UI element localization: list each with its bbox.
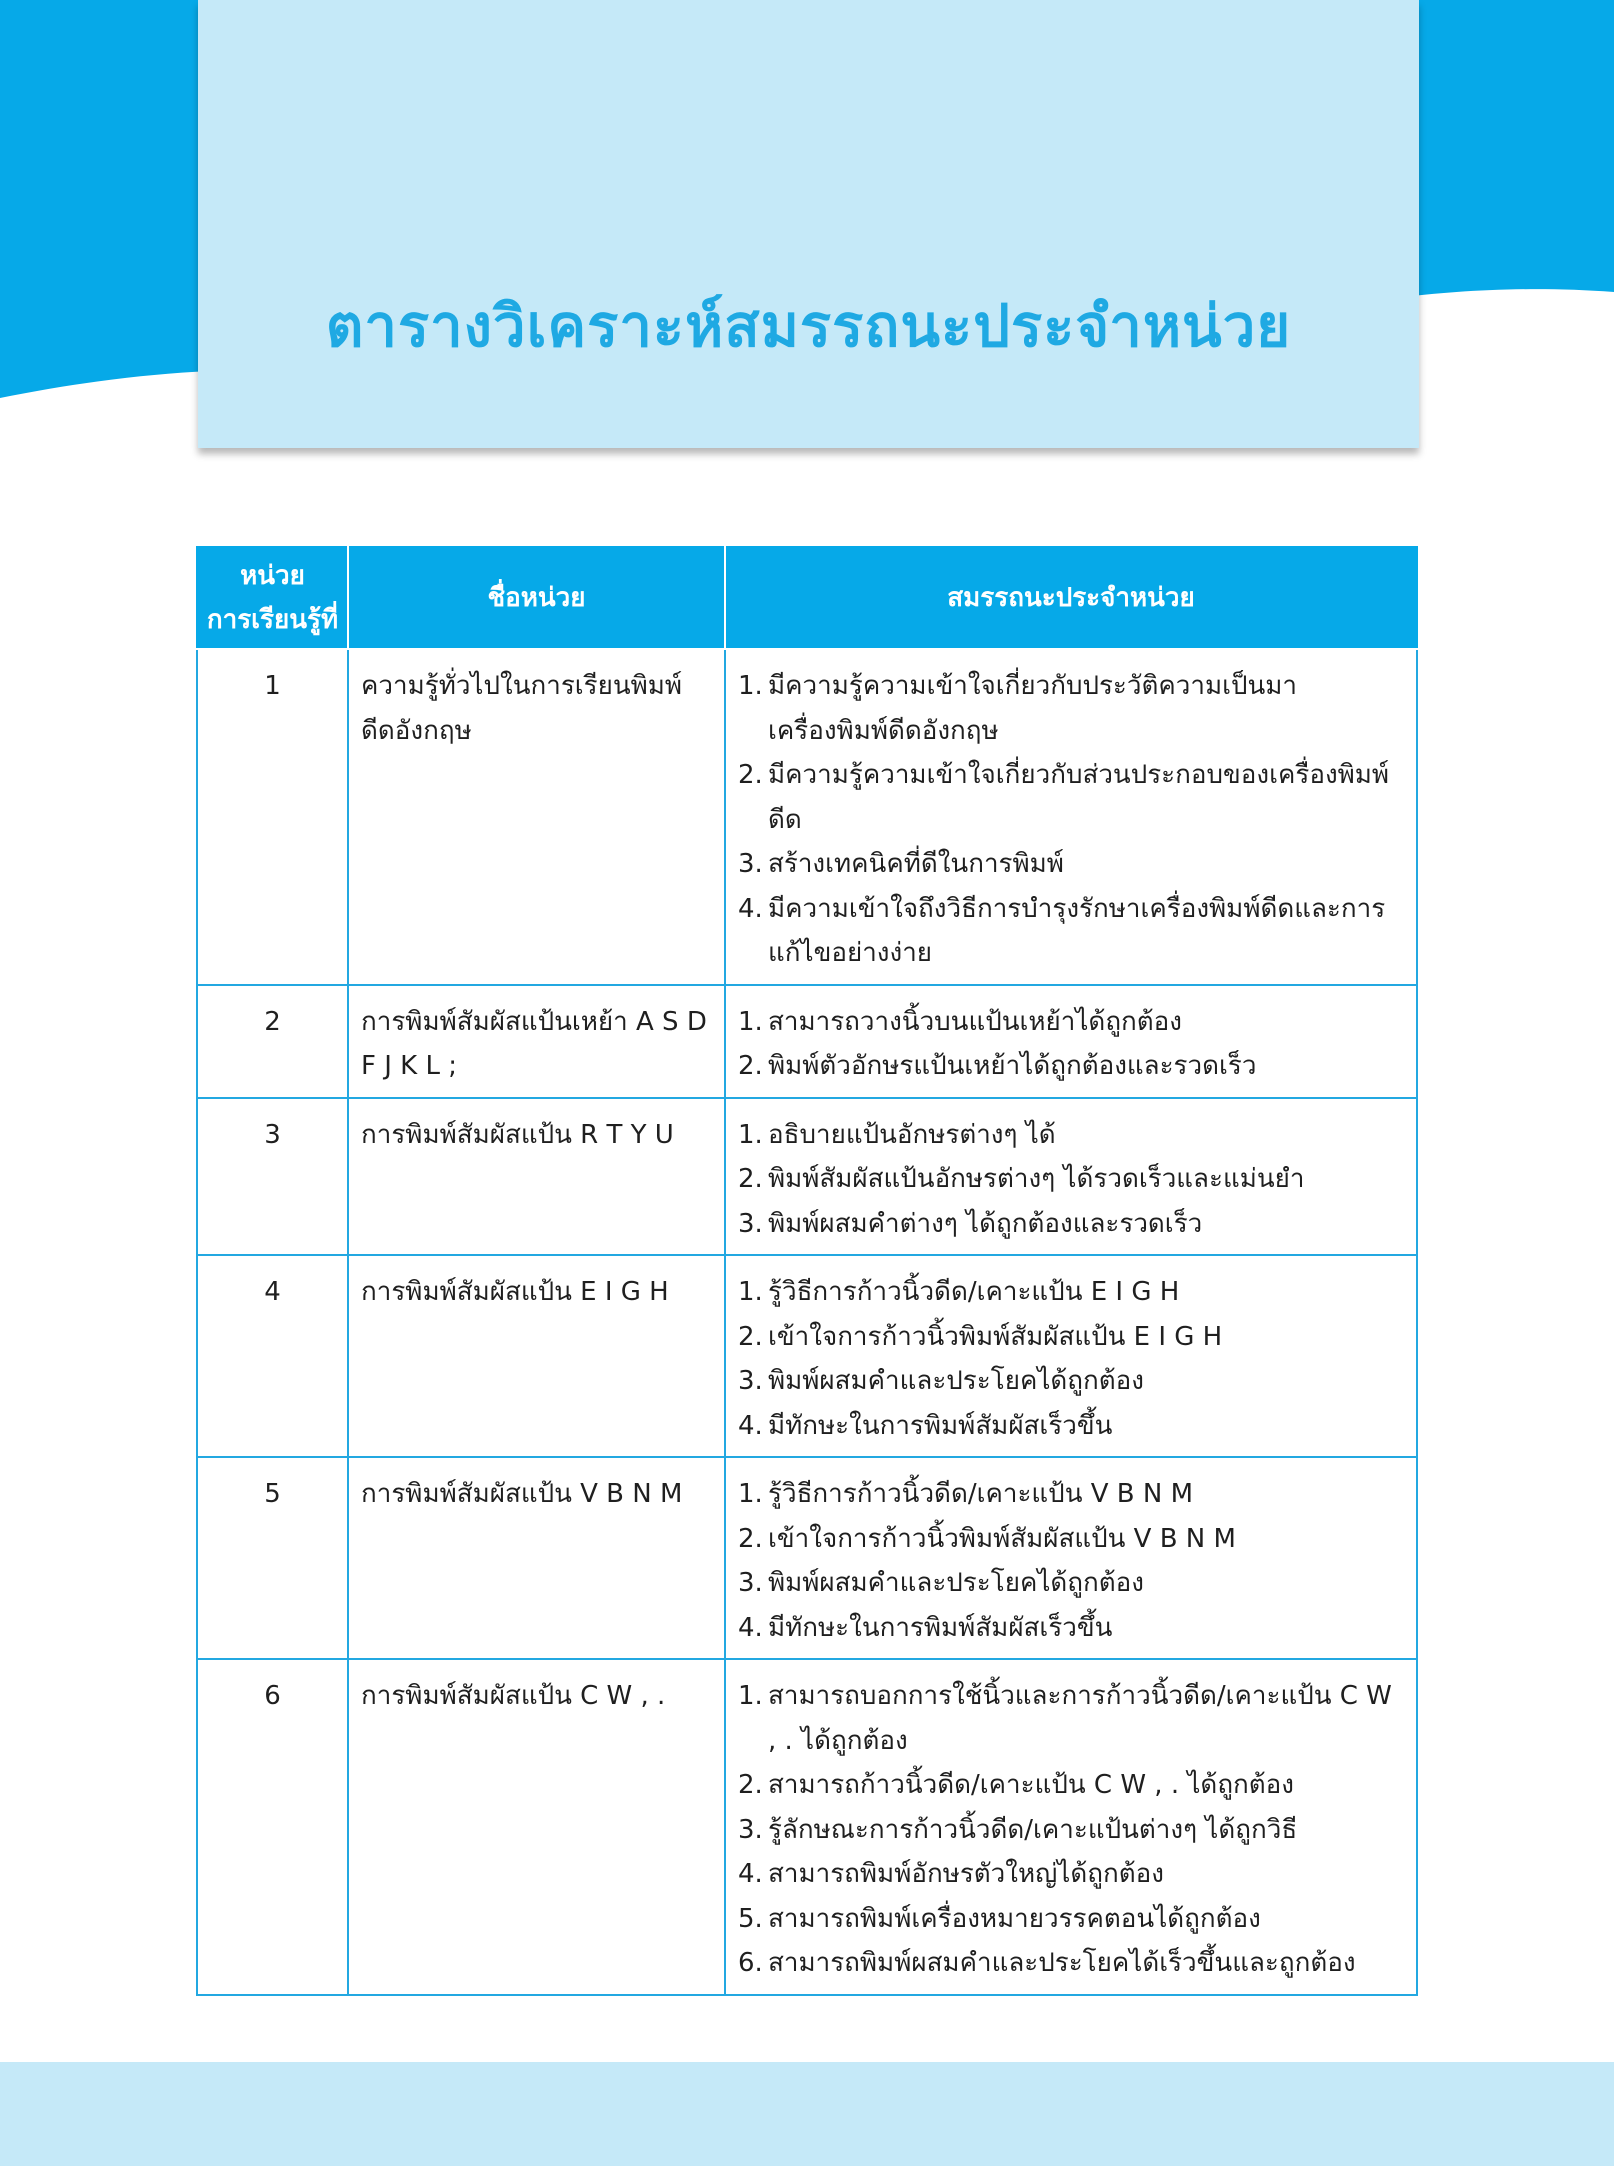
competency-number: 2. [738, 760, 763, 790]
competency-list [738, 1000, 1404, 1089]
competency-item [738, 1941, 1404, 1986]
competency-text: อธิบายแป้นอักษรต่างๆ ได้ [768, 1119, 1056, 1150]
competency-item [738, 1315, 1404, 1360]
competency-number: 3. [738, 1366, 763, 1396]
competency-text: พิมพ์ผสมคำต่างๆ ได้ถูกต้องและรวดเร็ว [768, 1208, 1203, 1239]
competency-text: พิมพ์ผสมคำและประโยคได้ถูกต้อง [768, 1366, 1144, 1396]
unit-name: การพิมพ์สัมผัสแป้นเหย้า A S D F J K L ; [348, 985, 725, 1098]
competency-item [738, 1404, 1404, 1449]
competency-text: พิมพ์ตัวอักษรแป้นเหย้าได้ถูกต้องและรวดเร็ว [768, 1051, 1257, 1081]
unit-name: การพิมพ์สัมผัสแป้น E I G H [348, 1255, 725, 1457]
page-title: ตารางวิเคราะห์สมรรถนะประจำหน่วย [325, 292, 1292, 360]
table-row [197, 985, 1417, 1098]
competency-item [738, 1000, 1404, 1045]
competency-list [738, 1674, 1404, 1986]
competency-text: มีความรู้ความเข้าใจเกี่ยวกับประวัติความเป็นมาเครื่องพิมพ์ดีดอังกฤษ [768, 671, 1298, 746]
competency-text: สามารถบอกการใช้นิ้วและการก้าวนิ้วดีด/เคาะแป้น C W , . ได้ถูกต้อง [768, 1681, 1392, 1756]
unit-number: 5 [197, 1457, 348, 1659]
competency-number: 4. [738, 1410, 763, 1441]
competency-text: สามารถวางนิ้วบนแป้นเหย้าได้ถูกต้อง [768, 1006, 1182, 1037]
unit-name: ความรู้ทั่วไปในการเรียนพิมพ์ดีดอังกฤษ [348, 649, 725, 985]
competency-item [738, 1897, 1404, 1942]
unit-name: การพิมพ์สัมผัสแป้น C W , . [348, 1659, 725, 1995]
competency-number: 2. [738, 1770, 763, 1800]
table-row [197, 1457, 1417, 1659]
unit-competencies [725, 1659, 1417, 1995]
competency-number: 3. [738, 1568, 763, 1598]
competency-item [738, 1606, 1404, 1651]
competency-number: 2. [738, 1523, 763, 1554]
competency-number: 2. [738, 1051, 763, 1081]
competency-number: 5. [738, 1903, 763, 1934]
competency-number: 2. [738, 1321, 763, 1352]
title-panel [198, 0, 1419, 448]
competency-number: 1. [738, 1681, 763, 1711]
competency-text: มีทักษะในการพิมพ์สัมผัสเร็วขึ้น [768, 1612, 1113, 1643]
competency-text: เข้าใจการก้าวนิ้วพิมพ์สัมผัสแป้น V B N M [768, 1523, 1236, 1554]
header-unit-name: ชื่อหน่วย [348, 547, 725, 649]
competency-text: มีความรู้ความเข้าใจเกี่ยวกับส่วนประกอบของเครื่องพิมพ์ดีด [768, 760, 1390, 835]
unit-name: การพิมพ์สัมผัสแป้น V B N M [348, 1457, 725, 1659]
competency-item [738, 753, 1404, 842]
competency-number: 3. [738, 1814, 763, 1845]
competency-item [738, 1202, 1404, 1247]
competency-item [738, 887, 1404, 976]
unit-competencies [725, 1457, 1417, 1659]
competency-number: 1. [738, 1006, 763, 1037]
competency-item [738, 1674, 1404, 1763]
unit-competencies [725, 649, 1417, 985]
competency-table [196, 546, 1418, 1996]
competency-number: 2. [738, 1164, 763, 1194]
competency-item [738, 1472, 1404, 1517]
unit-number: 3 [197, 1098, 348, 1256]
competency-list [738, 1270, 1404, 1448]
competency-text: สามารถก้าวนิ้วดีด/เคาะแป้น C W , . ได้ถูกต้อง [768, 1770, 1294, 1800]
table-row [197, 1098, 1417, 1256]
competency-text: รู้ลักษณะการก้าวนิ้วดีด/เคาะแป้นต่างๆ ได้ถูกวิธี [768, 1814, 1298, 1845]
competency-text: สามารถพิมพ์อักษรตัวใหญ่ได้ถูกต้อง [768, 1859, 1164, 1889]
table-body [197, 649, 1417, 1995]
competency-item [738, 664, 1404, 753]
competency-item [738, 1113, 1404, 1158]
competency-text: สามารถพิมพ์เครื่องหมายวรรคตอนได้ถูกต้อง [768, 1903, 1261, 1934]
competency-list [738, 1472, 1404, 1650]
competency-text: มีทักษะในการพิมพ์สัมผัสเร็วขึ้น [768, 1410, 1113, 1441]
footer-band [0, 2062, 1614, 2166]
competency-item [738, 1763, 1404, 1808]
unit-name: การพิมพ์สัมผัสแป้น R T Y U [348, 1098, 725, 1256]
competency-number: 1. [738, 1119, 763, 1150]
competency-text: รู้วิธีการก้าวนิ้วดีด/เคาะแป้น E I G H [768, 1277, 1180, 1307]
competency-item [738, 842, 1404, 887]
competency-item [738, 1044, 1404, 1089]
unit-number: 2 [197, 985, 348, 1098]
unit-number: 6 [197, 1659, 348, 1995]
competency-item [738, 1270, 1404, 1315]
competency-text: รู้วิธีการก้าวนิ้วดีด/เคาะแป้น V B N M [768, 1479, 1194, 1509]
unit-number: 1 [197, 649, 348, 985]
competency-text: สามารถพิมพ์ผสมคำและประโยคได้เร็วขึ้นและถูกต้อง [768, 1948, 1356, 1978]
competency-number: 4. [738, 1612, 763, 1643]
competency-text: มีความเข้าใจถึงวิธีการบำรุงรักษาเครื่องพิมพ์ดีดและการแก้ไขอย่างง่าย [768, 893, 1386, 968]
header-competency: สมรรถนะประจำหน่วย [725, 547, 1417, 649]
competency-number: 1. [738, 1277, 763, 1307]
competency-number: 4. [738, 1859, 763, 1889]
competency-item [738, 1157, 1404, 1202]
competency-item [738, 1852, 1404, 1897]
table-header-row [197, 547, 1417, 649]
competency-item [738, 1561, 1404, 1606]
competency-number: 1. [738, 1479, 763, 1509]
competency-item [738, 1517, 1404, 1562]
competency-number: 6. [738, 1948, 763, 1978]
table-row [197, 649, 1417, 985]
competency-text: เข้าใจการก้าวนิ้วพิมพ์สัมผัสแป้น E I G H [768, 1321, 1223, 1352]
competency-list [738, 664, 1404, 976]
table-row [197, 1255, 1417, 1457]
competency-list [738, 1113, 1404, 1247]
table-row [197, 1659, 1417, 1995]
header-unit [197, 547, 348, 649]
unit-competencies [725, 1255, 1417, 1457]
competency-item [738, 1359, 1404, 1404]
unit-number: 4 [197, 1255, 348, 1457]
competency-text: พิมพ์ผสมคำและประโยคได้ถูกต้อง [768, 1568, 1144, 1598]
competency-number: 1. [738, 671, 763, 701]
competency-item [738, 1808, 1404, 1853]
unit-competencies [725, 985, 1417, 1098]
competency-text: สร้างเทคนิคที่ดีในการพิมพ์ [768, 849, 1064, 879]
competency-number: 3. [738, 1208, 763, 1239]
header-unit-line1: หน่วย [240, 561, 305, 591]
unit-competencies [725, 1098, 1417, 1256]
competency-number: 4. [738, 893, 763, 924]
competency-text: พิมพ์สัมผัสแป้นอักษรต่างๆ ได้รวดเร็วและแม่นยำ [768, 1164, 1305, 1194]
header-unit-line2: การเรียนรู้ที่ [206, 605, 339, 635]
competency-number: 3. [738, 849, 763, 879]
